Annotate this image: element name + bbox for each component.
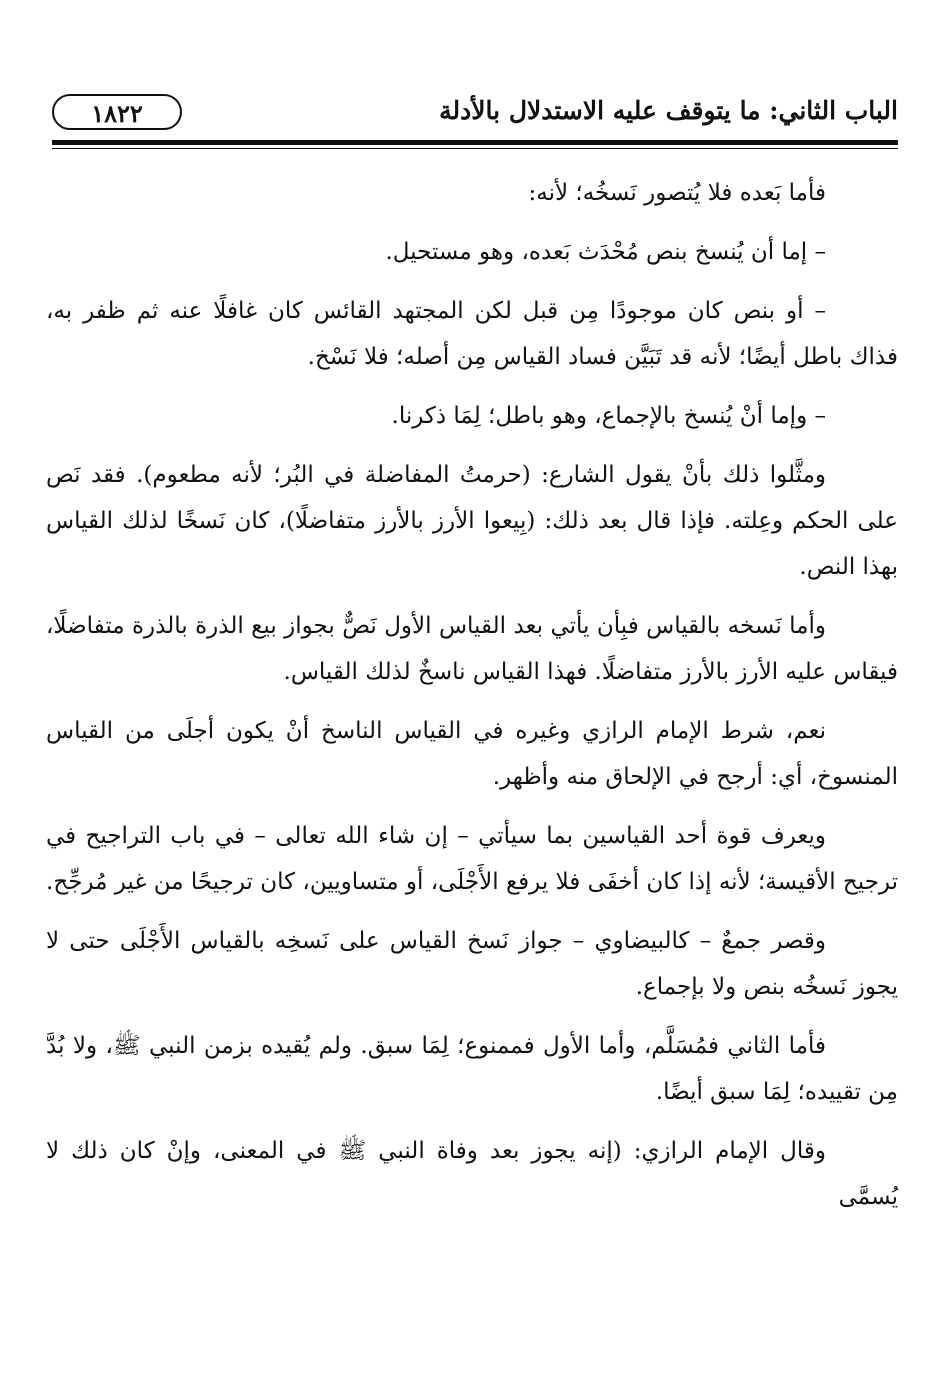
paragraph: وقصر جمعٌ – كالبيضاوي – جواز نَسخ القياس على نَسخِه بالقياس الأَجْلَى حتى لا يجوز نَسخُه بنص ولا بإجماع.: [46, 928, 898, 1000]
paragraph: – إما أن يُنسخ بنص مُحْدَث بَعده، وهو مستحيل.: [385, 239, 826, 265]
paragraph: فأما بَعده فلا يُتصور نَسخُه؛ لأنه:: [528, 180, 826, 206]
chapter-title: الباب الثاني: ما يتوقف عليه الاستدلال بالأدلة: [439, 96, 898, 125]
page-number: ١٨٢٢: [91, 99, 143, 128]
paragraph: وقال الإمام الرازي: (إنه يجوز بعد وفاة النبي ﷺ في المعنى، وإنْ كان ذلك لا يُسمَّى: [46, 1138, 898, 1210]
paragraph: وأما نَسخه بالقياس فبِأن يأتي بعد القياس الأول نَصٌّ بجواز بيع الذرة بالذرة متفاضلًا، فيقاس عليه الأرز بالأرز متفاضلًا. فهذا القياس ناسخٌ لذلك القياس.: [46, 613, 898, 685]
header-rule-thin: [52, 148, 898, 149]
paragraph: ومثَّلوا ذلك بأنْ يقول الشارع: (حرمتُ المفاضلة في البُر؛ لأنه مطعوم). فقد نَص على الحكم وعِلته. فإذا قال بعد ذلك: (بِيعوا الأرز بالأرز متفاضلًا)، كان نَسخًا لذلك القياس بهذا النص.: [46, 462, 898, 580]
paragraph: – أو بنص كان موجودًا مِن قبل لكن المجتهد القائس كان غافلًا عنه ثم ظفر به، فذاك باطل أيضًا؛ لأنه قد تَبَيَّن فساد القياس مِن أصله؛ فلا نَسْخ.: [46, 298, 898, 370]
paragraph: فأما الثاني فمُسَلَّم، وأما الأول فممنوع؛ لِمَا سبق. ولم يُقيده بزمن النبي ﷺ، ولا بُدَّ مِن تقييده؛ لِمَا سبق أيضًا.: [46, 1033, 898, 1105]
paragraph: نعم، شرط الإمام الرازي وغيره في القياس الناسخ أنْ يكون أجلَى من القياس المنسوخ، أي: أرجح في الإلحاق منه وأظهر.: [46, 718, 898, 790]
paragraph: – وإما أنْ يُنسخ بالإجماع، وهو باطل؛ لِمَا ذكرنا.: [391, 403, 826, 429]
body-text: [46, 170, 898, 1233]
header-rule-thick: [52, 140, 898, 145]
paragraph: ويعرف قوة أحد القياسين بما سيأتي – إن شاء الله تعالى – في باب التراجيح في ترجيح الأقيسة؛ لأنه إذا كان أخفَى فلا يرفع الأَجْلَى، أو متساويين، كان ترجيحًا من غير مُرجِّح.: [46, 823, 898, 895]
page-number-badge: [52, 94, 182, 130]
page-header: [52, 90, 898, 140]
